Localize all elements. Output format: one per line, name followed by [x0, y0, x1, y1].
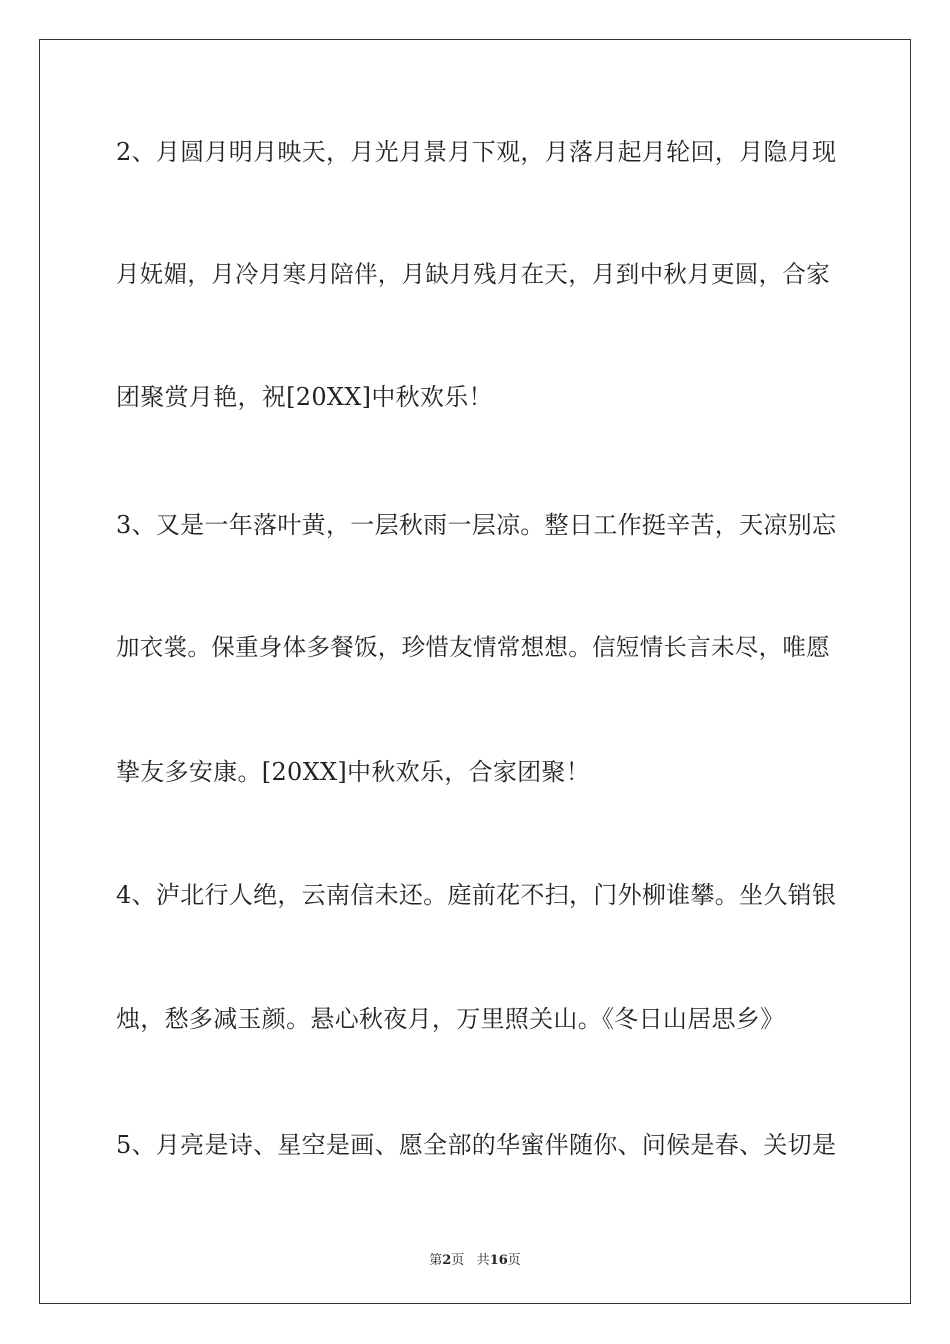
text-line-3: 团聚赏月艳，祝[20XX]中秋欢乐！: [116, 383, 493, 411]
text-line-6: 挚友多安康。[20XX]中秋欢乐，合家团聚！: [116, 758, 591, 786]
page-suffix: 页: [451, 1253, 465, 1268]
text-line-9: 5、月亮是诗、星空是画、愿全部的华蜜伴随你、问候是春、关切是: [116, 1131, 837, 1159]
text-line-5: 加衣裳。保重身体多餐饭，珍惜友情常想想。信短情长言未尽，唯愿: [116, 633, 830, 661]
total-pages: 16: [489, 1253, 508, 1268]
page-number: 2: [442, 1253, 452, 1268]
text-line-7: 4、泸北行人绝，云南信未还。庭前花不扫，门外柳谁攀。坐久销银: [116, 881, 837, 909]
page-frame: [39, 39, 911, 1304]
page-prefix: 第: [429, 1253, 443, 1268]
page-footer: [0, 1249, 950, 1268]
total-suffix: 页: [507, 1253, 521, 1268]
total-prefix: 共: [476, 1253, 490, 1268]
text-line-4: 3、又是一年落叶黄，一层秋雨一层凉。整日工作挺辛苦，天凉别忘: [116, 511, 837, 539]
text-line-8: 烛，愁多减玉颜。悬心秋夜月，万里照关山。《冬日山居思乡》: [116, 1005, 785, 1033]
text-line-1: 2、月圆月明月映天，月光月景月下观，月落月起月轮回，月隐月现: [116, 138, 837, 166]
text-line-2: 月妩媚，月冷月寒月陪伴，月缺月残月在天，月到中秋月更圆，合家: [116, 260, 830, 288]
